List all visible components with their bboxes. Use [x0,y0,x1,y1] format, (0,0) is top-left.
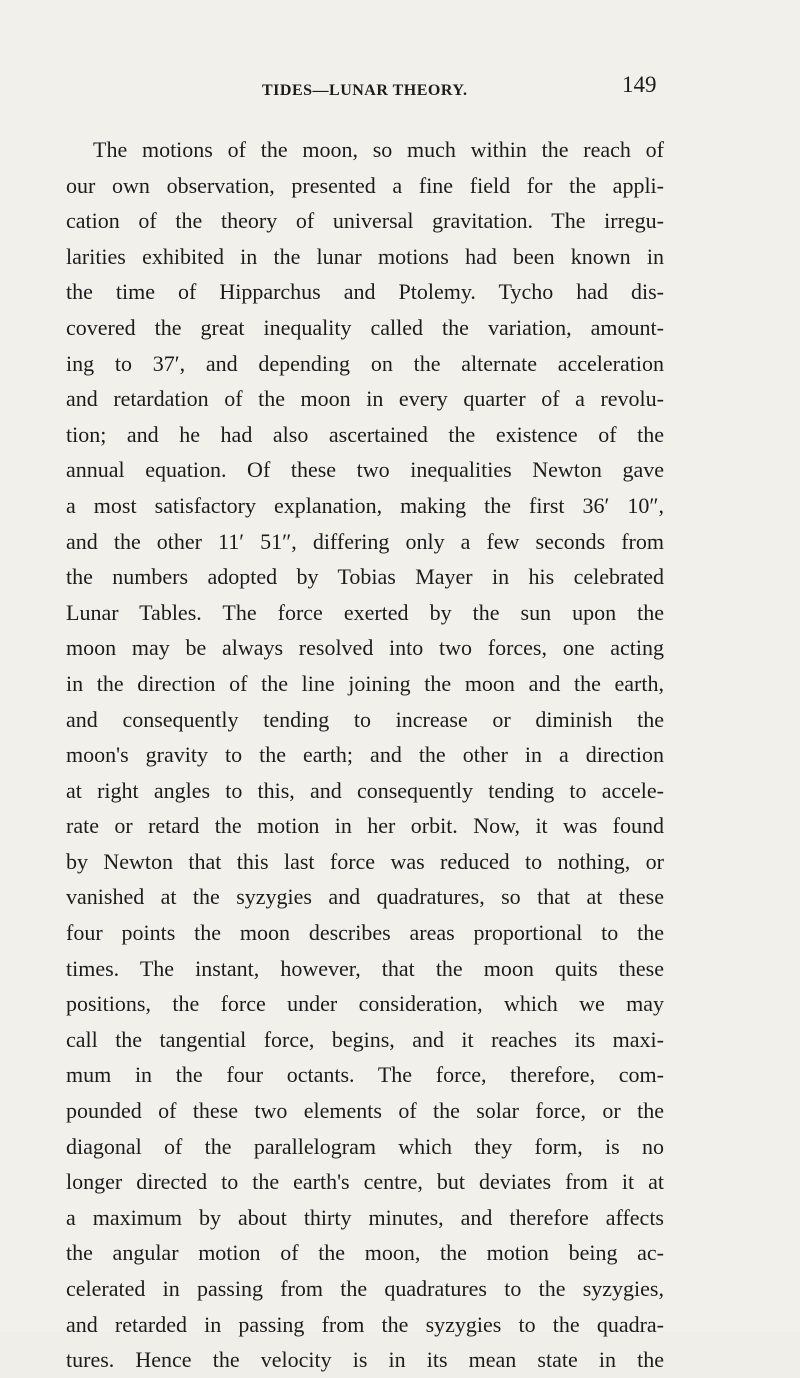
text-line: vanished at the syzygies and quadratures, so that at these [66,884,664,910]
text-line: and the other 11′ 51″, differing only a few seconds from [66,528,664,554]
text-line: celerated in passing from the quadratures to the syzygies, [66,1276,664,1301]
body-paragraph [66,132,664,1378]
text-line: the numbers adopted by Tobias Mayer in his celebrated [66,564,664,590]
text-line: the angular motion of the moon, the motion being ac- [66,1240,664,1266]
text-line: positions, the force under consideration, which we may [66,991,664,1017]
text-line: in the direction of the line joining the moon and the earth, [66,670,664,696]
text-line: ing to 37′, and depending on the alternate acceleration [66,350,664,376]
page-number: 149 [622,72,657,97]
text-line: by Newton that this last force was reduced to nothing, or [66,848,664,874]
text-line: times. The instant, however, that the moon quits these [66,955,664,981]
running-head: TIDES—LUNAR THEORY. [262,82,468,99]
text-line: a maximum by about thirty minutes, and therefore affects [66,1204,664,1230]
text-line: cation of the theory of universal gravitation. The irregu- [66,208,664,234]
text-line: rate or retard the motion in her orbit. Now, it was found [66,813,664,839]
text-line: and retardation of the moon in every quarter of a revolu- [66,386,664,412]
text-line: call the tangential force, begins, and it reaches its maxi- [66,1026,664,1052]
text-line: annual equation. Of these two inequalities Newton gave [66,457,664,483]
text-line: moon may be always resolved into two forces, one acting [66,635,664,661]
text-line: the time of Hipparchus and Ptolemy. Tycho had dis- [66,279,664,305]
text-line: and consequently tending to increase or diminish the [66,706,664,732]
text-line: diagonal of the parallelogram which they form, is no [66,1133,664,1159]
text-line: pounded of these two elements of the solar force, or the [66,1098,664,1124]
text-line: tures. Hence the velocity is in its mean state in the [66,1347,664,1373]
text-line: covered the great inequality called the variation, amount- [66,314,664,340]
text-line: four points the moon describes areas proportional to the [66,920,664,946]
text-line: mum in the four octants. The force, therefore, com- [66,1062,664,1088]
text-line: tion; and he had also ascertained the existence of the [66,421,664,447]
text-line: larities exhibited in the lunar motions had been known in [66,243,664,269]
text-line: our own observation, presented a fine field for the appli- [66,172,664,198]
text-line: longer directed to the earth's centre, but deviates from it at [66,1169,664,1195]
text-line: and retarded in passing from the syzygies to the quadra- [66,1311,664,1337]
text-line: Lunar Tables. The force exerted by the sun upon the [66,599,664,625]
text-line: at right angles to this, and consequently tending to accele- [66,777,664,803]
text-line: a most satisfactory explanation, making the first 36′ 10″, [66,492,664,518]
text-line: moon's gravity to the earth; and the other in a direction [66,742,664,768]
text-line: The motions of the moon, so much within the reach of [93,137,664,162]
